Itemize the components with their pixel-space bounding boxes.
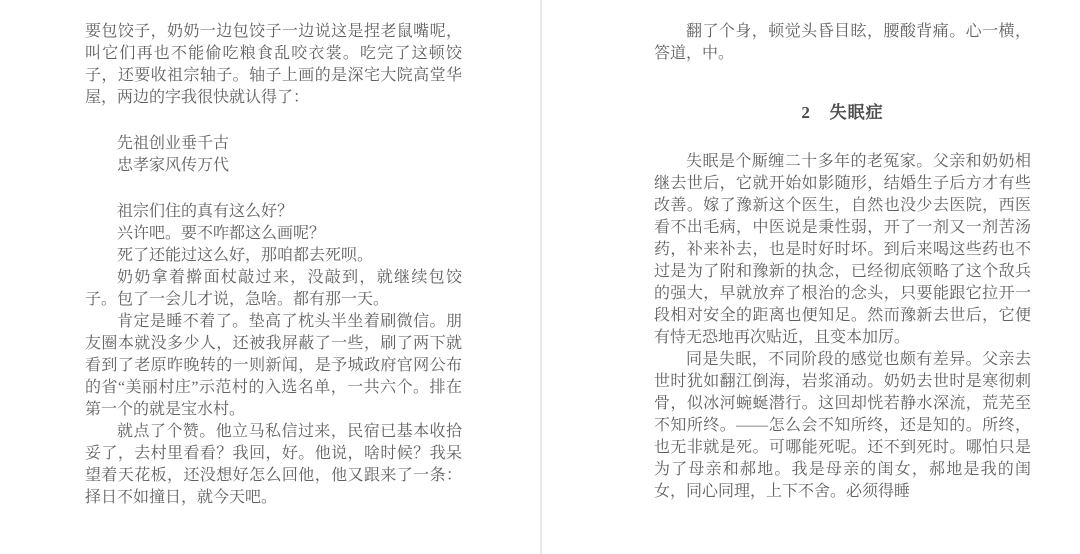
page-left[interactable] bbox=[85, 21, 462, 509]
paragraph: 就点了个赞。他立马私信过来，民宿已基本收拾妥了，去村里看看？我回，好。他说，啥时候？我呆望着天花板，还没想好怎么回他，他又跟来了一条：择日不如撞日，就今天吧。 bbox=[85, 423, 462, 506]
paragraph: 肯定是睡不着了。垫高了枕头半坐着刷微信。朋友圈本就没多少人，还被我屏蔽了一些，刷了两下就看到了老原昨晚转的一则新闻，是予城政府官网公布的省“美丽村庄”示范村的入选名单，一共六个。排在第一个的就是宝水村。 bbox=[85, 313, 462, 418]
paragraph: 失眠是个厮缠二十多年的老冤家。父亲和奶奶相继去世后，它就开始如影随形，结婚生子后方才有些改善。嫁了豫新这个医生，自然也没少去医院，西医看不出毛病，中医说是秉性弱，开了一剂又一剂苦汤药，补来补去，也是时好时坏。到后来喝这些药也不过是为了附和豫新的执念，已经彻底领略了这个敌兵的强大，早就放弃了根治的念头，只要能跟它拉开一段相对安全的距离也便知足。然而豫新去世后，它便有恃无恐地再次贴近，且变本加厉。 bbox=[654, 153, 1031, 346]
paragraph: 要包饺子，奶奶一边包饺子一边说这是捏老鼠嘴呢，叫它们再也不能偷吃粮食乱咬衣裳。吃完了这顿饺子，还要收祖宗轴子。轴子上画的是深宅大院高堂华屋，两边的字我很快就认得了： bbox=[85, 23, 462, 106]
chapter-title: 失眠症 bbox=[829, 103, 884, 122]
page-gutter-divider bbox=[540, 0, 542, 554]
chapter-heading bbox=[654, 101, 1031, 125]
paragraph: 兴许吧。要不咋都这么画呢？ bbox=[117, 225, 326, 242]
paragraph: 奶奶拿着擀面杖敲过来，没敲到，就继续包饺子。包了一会儿才说，急啥。都有那一天。 bbox=[85, 269, 462, 308]
paragraph: 同是失眠，不同阶段的感觉也颇有差异。父亲去世时犹如翻江倒海，岩浆涌动。奶奶去世时是寒彻刺骨，似冰河蜿蜒潜行。这回却恍若静水深流，荒芜至不知所终。——怎么会不知所终，还是知的。所终，也无非就是死。可哪能死呢。还不到死时。哪怕只是为了母亲和郝地。我是母亲的闺女，郝地是我的闺女，同心同理，上下不舍。必须得睡 bbox=[654, 351, 1031, 500]
verse-line: 先祖创业垂千古 bbox=[117, 135, 230, 152]
paragraph: 死了还能过这么好，那咱都去死呗。 bbox=[117, 247, 374, 264]
chapter-number: 2 bbox=[801, 103, 811, 122]
paragraph: 翻了个身，顿觉头昏目眩，腰酸背痛。心一横，答道，中。 bbox=[654, 23, 1031, 62]
paragraph: 祖宗们住的真有这么好？ bbox=[117, 203, 294, 220]
verse-line: 忠孝家风传万代 bbox=[117, 157, 230, 174]
verse-block bbox=[85, 133, 462, 177]
page-right[interactable] bbox=[654, 21, 1031, 503]
